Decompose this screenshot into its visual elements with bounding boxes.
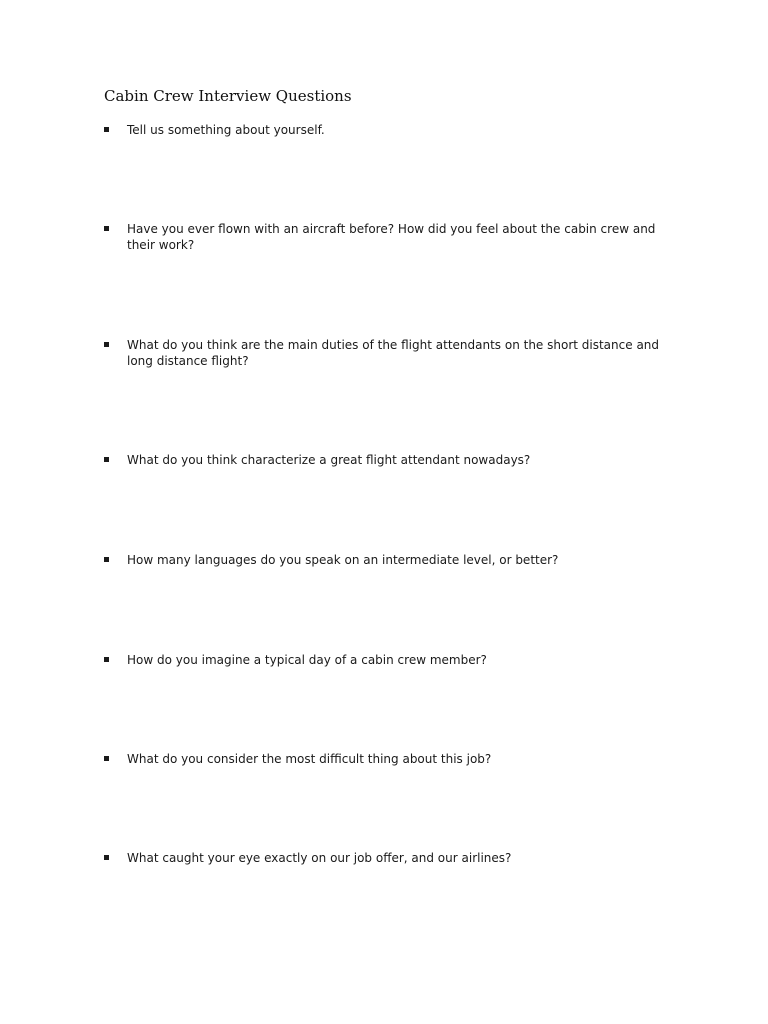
question-item <box>104 850 664 866</box>
question-text: What do you think characterize a great flight attendant nowadays? <box>127 453 531 467</box>
question-item <box>104 452 664 468</box>
question-text: What do you think are the main duties of the flight attendants on the short distance and long distance flight? <box>127 338 660 368</box>
question-text: How do you imagine a typical day of a cabin crew member? <box>127 653 487 667</box>
question-text: Tell us something about yourself. <box>127 123 325 137</box>
square-bullet-icon <box>104 457 109 462</box>
question-item <box>104 751 664 767</box>
question-text: What do you consider the most difficult thing about this job? <box>127 752 492 766</box>
question-item <box>104 552 664 568</box>
question-text: What caught your eye exactly on our job offer, and our airlines? <box>127 851 512 865</box>
question-text: How many languages do you speak on an intermediate level, or better? <box>127 553 559 567</box>
square-bullet-icon <box>104 226 109 231</box>
square-bullet-icon <box>104 127 109 132</box>
document-title: Cabin Crew Interview Questions <box>104 87 352 105</box>
question-item <box>104 122 664 138</box>
square-bullet-icon <box>104 657 109 662</box>
square-bullet-icon <box>104 342 109 347</box>
question-item <box>104 221 664 253</box>
square-bullet-icon <box>104 855 109 860</box>
question-item <box>104 652 664 668</box>
square-bullet-icon <box>104 557 109 562</box>
question-text: Have you ever flown with an aircraft before? How did you feel about the cabin crew and their work? <box>127 222 656 252</box>
square-bullet-icon <box>104 756 109 761</box>
question-item <box>104 337 664 369</box>
